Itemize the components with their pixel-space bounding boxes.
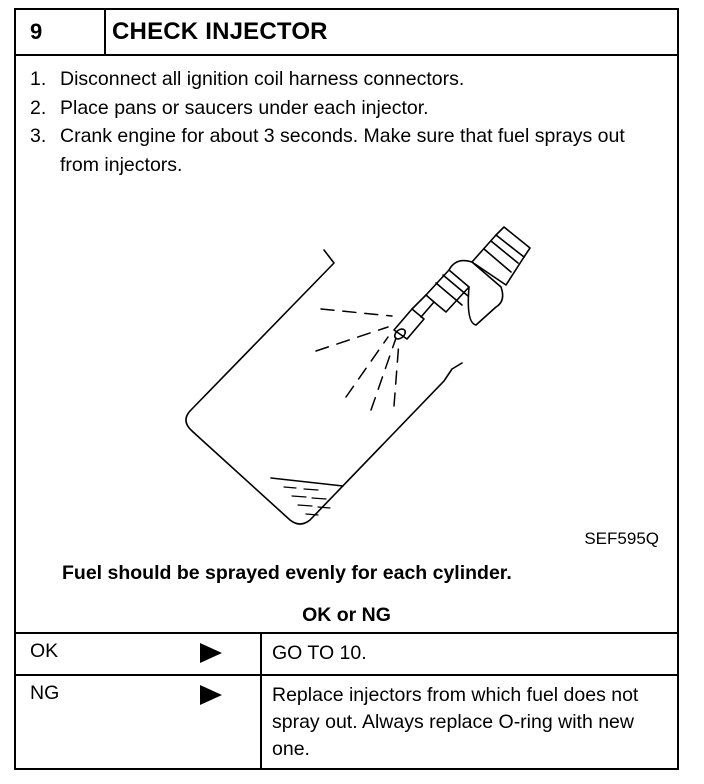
result-label: OK [30,640,59,662]
check-statement: Fuel should be sprayed evenly for each cylinder. [62,562,512,584]
result-action: Replace injectors from which fuel does not spray out. Always replace O-ring with new one. [260,676,677,768]
fuel-surface [271,478,343,486]
instruction-item [30,94,660,123]
instruction-text: Disconnect all ignition coil harness connectors. [60,68,465,90]
instruction-item [30,122,660,179]
step-title: CHECK INJECTOR [112,18,328,45]
injector-nozzle [394,309,424,339]
arrow-right-icon [200,643,222,663]
result-row-ok [16,634,677,676]
result-action: GO TO 10. [260,634,677,674]
instruction-number: 1. [30,68,47,90]
procedure-box [14,8,679,770]
injector-body [412,295,434,317]
result-label: NG [30,682,60,704]
fuel-dashes [284,487,330,515]
instruction-item [30,65,660,94]
instruction-number: 2. [30,96,47,119]
result-table [16,632,677,768]
beaker-outline [186,250,462,524]
instruction-number: 3. [30,125,47,147]
instruction-text: Place pans or saucers under each injector. [60,96,429,119]
result-prompt: OK or NG [302,604,391,626]
step-header [16,10,677,56]
injector-spray-illustration [166,205,546,535]
result-row-ng [16,676,677,768]
step-number: 9 [16,10,106,54]
arrow-right-icon [200,685,222,705]
spray-lines [316,309,399,410]
instruction-text: Crank engine for about 3 seconds. Make sure that fuel sprays out from injectors. [60,125,625,176]
instruction-list [30,65,660,179]
figure-code: SEF595Q [584,529,659,548]
